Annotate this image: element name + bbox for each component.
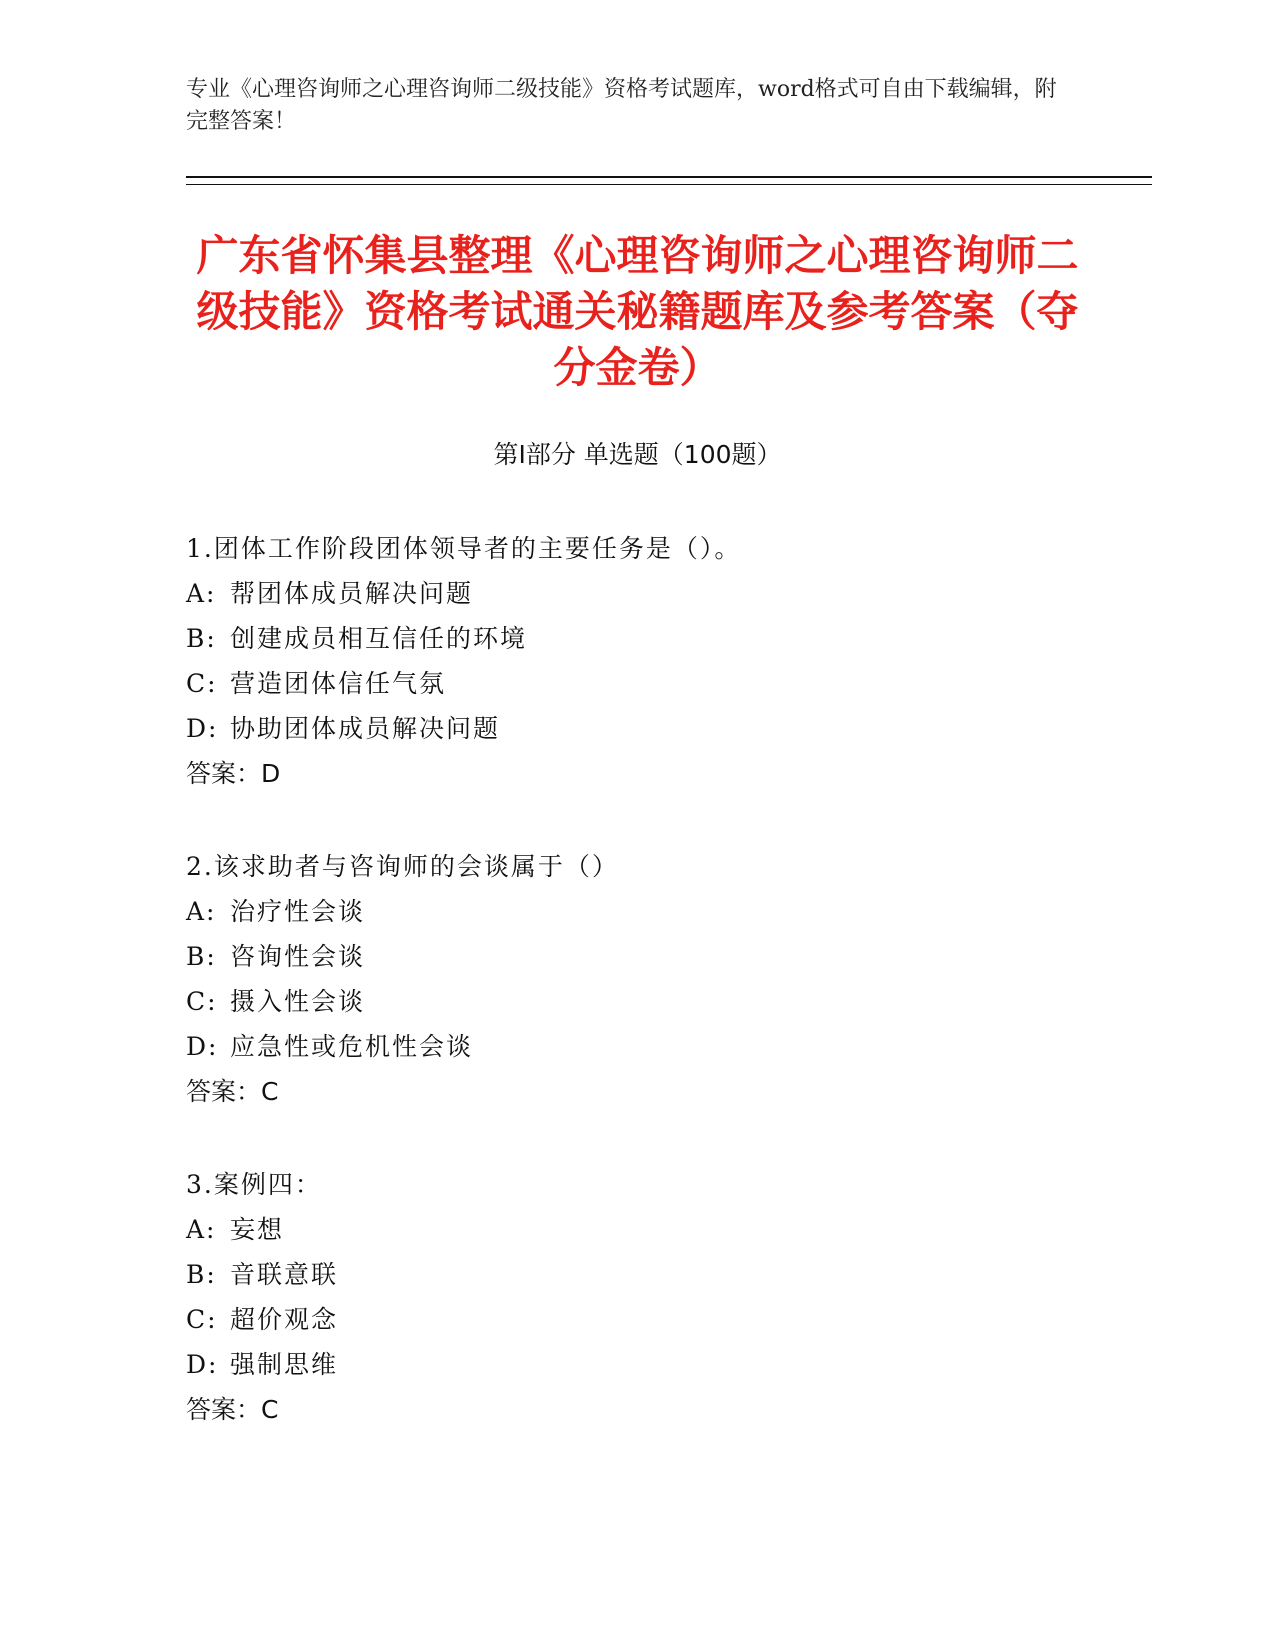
option-text: 协助团体成员解决问题 — [230, 714, 501, 743]
option-b — [186, 616, 1086, 661]
question-2 — [186, 844, 1086, 1114]
option-d — [186, 706, 1086, 751]
option-a — [186, 889, 1086, 934]
option-text: 咨询性会谈 — [230, 942, 366, 971]
option-a — [186, 571, 1086, 616]
option-letter: C: — [186, 987, 218, 1016]
question-stem: 3.案例四： — [186, 1170, 322, 1199]
option-b — [186, 934, 1086, 979]
option-text: 应急性或危机性会谈 — [230, 1032, 474, 1061]
option-c — [186, 1297, 1086, 1342]
question-3 — [186, 1162, 1086, 1432]
option-letter: A: — [186, 579, 217, 608]
option-text: 强制思维 — [230, 1350, 339, 1379]
option-letter: A: — [186, 897, 217, 926]
option-text: 妄想 — [230, 1215, 285, 1244]
header-rule-thick — [186, 176, 1152, 178]
document-title: 广东省怀集县整理《心理咨询师之心理咨询师二级技能》资格考试通关秘籍题库及参考答案（夺分金卷） — [196, 231, 1079, 392]
option-d — [186, 1024, 1086, 1069]
answer-line: 答案：C — [186, 1395, 279, 1424]
option-letter: C: — [186, 1305, 218, 1334]
option-text: 创建成员相互信任的环境 — [230, 624, 528, 653]
option-c — [186, 979, 1086, 1024]
section-heading: 第Ⅰ部分 单选题（100题） — [493, 440, 782, 469]
option-text: 摄入性会谈 — [230, 987, 366, 1016]
option-b — [186, 1252, 1086, 1297]
option-letter: D: — [186, 1032, 219, 1061]
option-text: 治疗性会谈 — [230, 897, 366, 926]
header-note: 专业《心理咨询师之心理咨询师二级技能》资格考试题库，word格式可自由下载编辑，附完整答案！ — [186, 77, 1057, 134]
option-a — [186, 1207, 1086, 1252]
header-rule-thin — [186, 184, 1152, 185]
option-letter: C: — [186, 669, 218, 698]
answer-line: 答案：D — [186, 759, 281, 788]
answer-line: 答案：C — [186, 1077, 279, 1106]
option-text: 超价观念 — [230, 1305, 339, 1334]
question-stem: 1.团体工作阶段团体领导者的主要任务是（）。 — [186, 534, 742, 563]
question-stem: 2.该求助者与咨询师的会谈属于（） — [186, 852, 619, 881]
option-letter: A: — [186, 1215, 217, 1244]
option-text: 音联意联 — [230, 1260, 339, 1289]
option-letter: B: — [186, 624, 217, 653]
option-d — [186, 1342, 1086, 1387]
option-letter: D: — [186, 714, 219, 743]
option-letter: B: — [186, 942, 217, 971]
question-1 — [186, 526, 1086, 796]
option-text: 营造团体信任气氛 — [230, 669, 447, 698]
option-text: 帮团体成员解决问题 — [230, 579, 474, 608]
option-letter: B: — [186, 1260, 217, 1289]
option-c — [186, 661, 1086, 706]
option-letter: D: — [186, 1350, 219, 1379]
